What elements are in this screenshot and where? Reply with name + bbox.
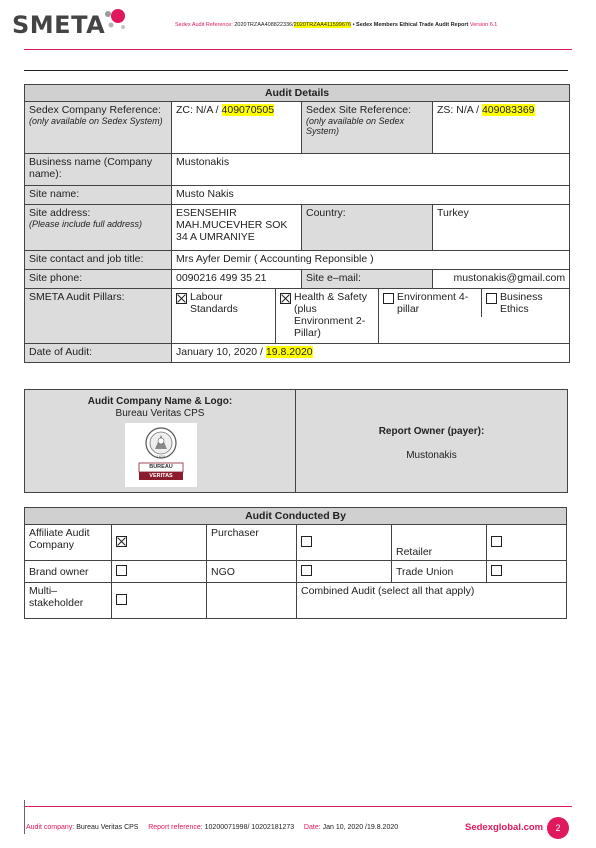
smeta-logo bbox=[12, 8, 122, 42]
audit-company-name: Bureau Veritas CPS bbox=[115, 408, 205, 419]
audit-date-value: January 10, 2020 / 19.8.2020 bbox=[172, 344, 570, 363]
logo-text: SMETA bbox=[12, 11, 106, 39]
email-label: Site e–mail: bbox=[302, 270, 433, 289]
bureau-veritas-logo bbox=[125, 423, 197, 487]
audit-company-section bbox=[25, 390, 296, 492]
combined-audit-label: Combined Audit (select all that apply) bbox=[297, 583, 567, 619]
report-owner-name: Mustonakis bbox=[406, 450, 457, 461]
audit-conducted-table bbox=[24, 507, 567, 619]
multi-stakeholder-label: Multi–stakeholder bbox=[25, 583, 112, 619]
affiliate-check-cell bbox=[112, 525, 207, 561]
business-name-value: Mustonakis bbox=[172, 154, 570, 186]
health-safety-checkbox[interactable] bbox=[280, 293, 291, 304]
trade-union-checkbox[interactable] bbox=[491, 565, 502, 576]
company-ref-value: ZC: N/A / 409070505 bbox=[172, 102, 302, 154]
labour-checkbox[interactable] bbox=[176, 293, 187, 304]
brand-owner-label: Brand owner bbox=[25, 561, 112, 583]
multi-stakeholder-check-cell bbox=[112, 583, 207, 619]
audit-details-title: Audit Details bbox=[25, 85, 570, 102]
pillar-environment: Environment 4-pillar bbox=[379, 289, 482, 317]
header-rule bbox=[24, 70, 568, 71]
brand-owner-check-cell bbox=[112, 561, 207, 583]
footer-divider bbox=[24, 806, 572, 807]
site-name-label: Site name: bbox=[25, 186, 172, 205]
pillar-business-ethics: Business Ethics bbox=[482, 289, 569, 317]
site-name-value: Musto Nakis bbox=[172, 186, 570, 205]
footer-left-rule bbox=[24, 800, 25, 834]
pillar-health-safety: Health & Safety (plus Environment 2-Pillar) bbox=[276, 289, 379, 344]
company-ref-label-cell: Sedex Company Reference: (only available on Sedex System) bbox=[25, 102, 172, 154]
footer-info: Audit company: Bureau Veritas CPS Report reference: 10200071998/ 10202181273 Date: Jan 10, 2020 /19.8.2020 bbox=[26, 824, 399, 831]
business-name-label: Business name (Company name): bbox=[25, 154, 172, 186]
logo-dots-icon bbox=[98, 6, 128, 36]
audit-details-table bbox=[24, 84, 570, 363]
country-value: Turkey bbox=[433, 205, 570, 251]
site-ref-value: ZS: N/A / 409083369 bbox=[433, 102, 570, 154]
retailer-checkbox[interactable] bbox=[491, 536, 502, 547]
site-ref-label-cell: Sedex Site Reference: (only available on Sedex System) bbox=[302, 102, 433, 154]
logo-year: 1828 bbox=[156, 454, 166, 459]
ngo-checkbox[interactable] bbox=[301, 565, 312, 576]
trade-union-check-cell bbox=[487, 561, 567, 583]
affiliate-checkbox[interactable] bbox=[116, 536, 127, 547]
trade-union-label: Trade Union bbox=[392, 561, 487, 583]
phone-label: Site phone: bbox=[25, 270, 172, 289]
site-address-value: ESENSEHIR MAH.MUCEVHER SOK 34 A UMRANIYE bbox=[172, 205, 302, 251]
logo-word-veritas: VERITAS bbox=[149, 473, 173, 479]
email-value: mustonakis@gmail.com bbox=[433, 270, 570, 289]
environment-checkbox[interactable] bbox=[383, 293, 394, 304]
brand-owner-checkbox[interactable] bbox=[116, 565, 127, 576]
header-reference: Sedex Audit Reference: 2020TRZAA408822336/2020TRZAA411599676 • Sedex Members Ethical Trade Audit Report Version 6.1 bbox=[175, 22, 498, 28]
purchaser-checkbox[interactable] bbox=[301, 536, 312, 547]
pillars-label: SMETA Audit Pillars: bbox=[25, 289, 172, 344]
audit-company-title: Audit Company Name & Logo: bbox=[87, 396, 233, 407]
site-address-label-cell: Site address: (Please include full address) bbox=[25, 205, 172, 251]
pillar-env-ethics bbox=[379, 289, 570, 344]
retailer-check-cell bbox=[487, 525, 567, 561]
ngo-label: NGO bbox=[207, 561, 297, 583]
ngo-check-cell bbox=[297, 561, 392, 583]
page-number: 2 bbox=[547, 817, 569, 839]
sedex-website-link[interactable]: Sedexglobal.com bbox=[465, 822, 544, 833]
header-divider bbox=[24, 49, 572, 50]
report-owner-title: Report Owner (payer): bbox=[378, 426, 485, 437]
multi-stakeholder-checkbox[interactable] bbox=[116, 594, 127, 605]
audit-conducted-title: Audit Conducted By bbox=[25, 508, 567, 525]
empty-cell bbox=[207, 583, 297, 619]
purchaser-label: Purchaser bbox=[207, 525, 297, 561]
business-ethics-checkbox[interactable] bbox=[486, 293, 497, 304]
phone-value: 0090216 499 35 21 bbox=[172, 270, 302, 289]
contact-label: Site contact and job title: bbox=[25, 251, 172, 270]
retailer-label: Retailer bbox=[392, 525, 487, 561]
logo-word-bureau: BUREAU bbox=[149, 464, 173, 470]
purchaser-check-cell bbox=[297, 525, 392, 561]
country-label: Country: bbox=[302, 205, 433, 251]
affiliate-label: Affiliate Audit Company bbox=[25, 525, 112, 561]
report-owner-section bbox=[296, 390, 567, 492]
audit-date-label: Date of Audit: bbox=[25, 344, 172, 363]
contact-value: Mrs Ayfer Demir ( Accounting Reponsible ) bbox=[172, 251, 570, 270]
audit-company-box bbox=[24, 389, 568, 493]
pillar-labour: Labour Standards bbox=[172, 289, 276, 344]
